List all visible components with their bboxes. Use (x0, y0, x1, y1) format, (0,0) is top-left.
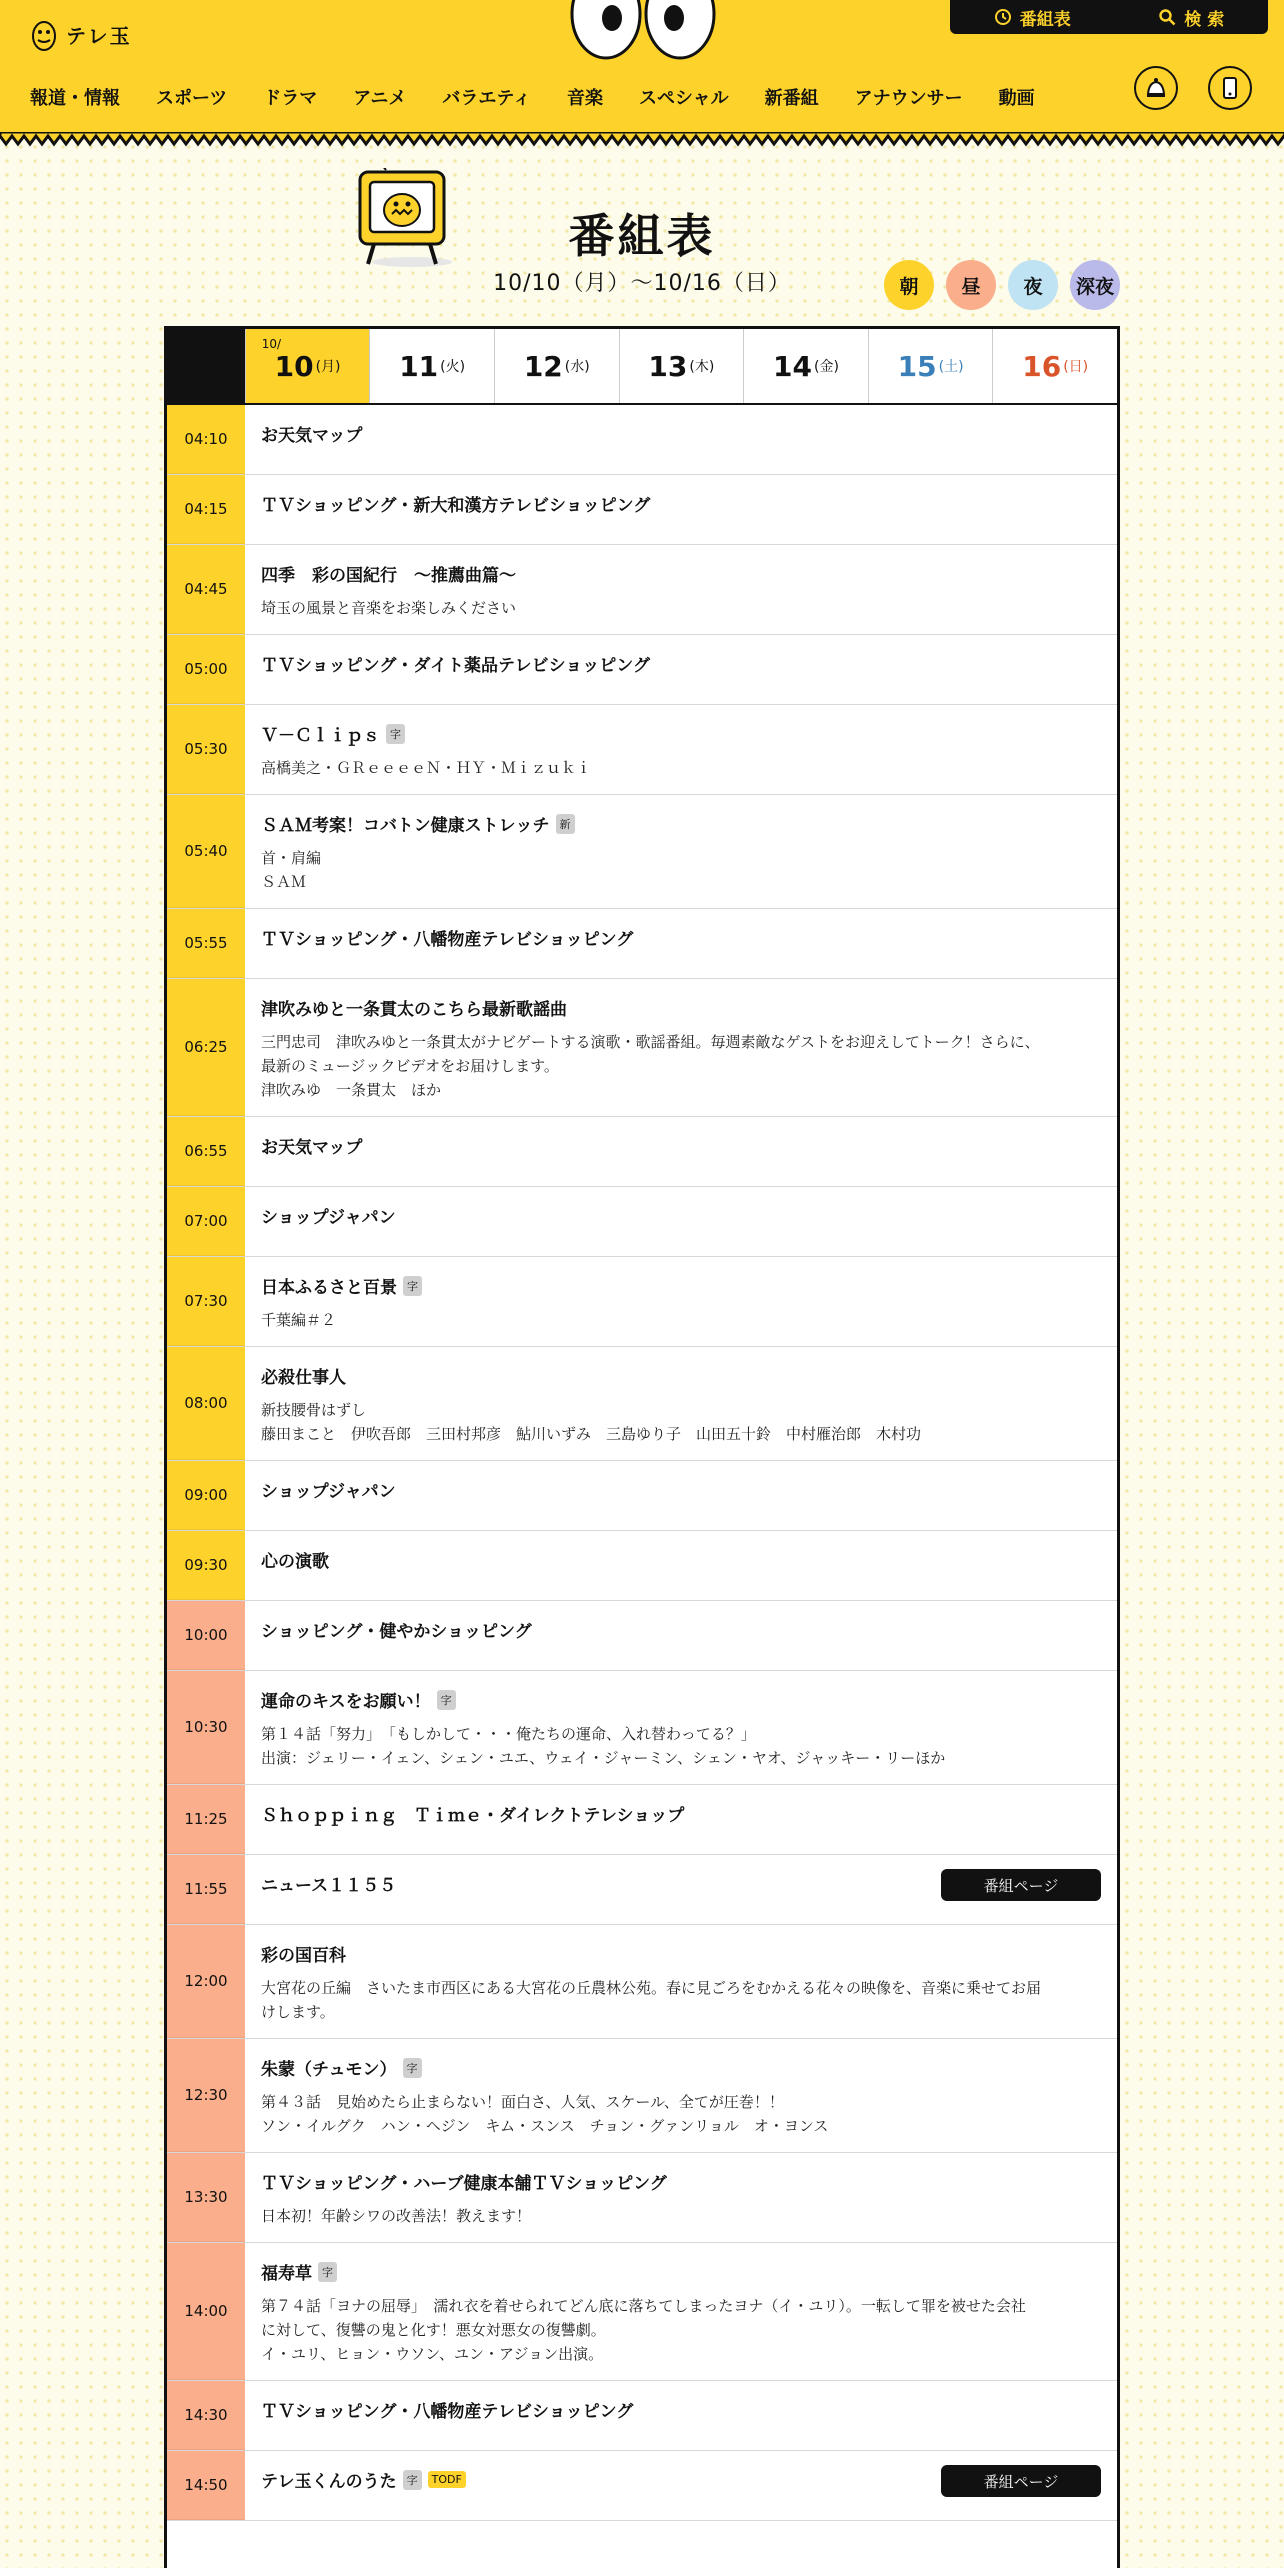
program-time: 05:30 (167, 705, 245, 794)
day-tab[interactable] (992, 329, 1117, 403)
program-title-line (261, 561, 1101, 586)
program-title[interactable]: ショップジャパン (261, 1482, 396, 1502)
program-row[interactable] (167, 1117, 1117, 1187)
mascot-eyes-icon (570, 0, 716, 62)
program-description-line: ＳＡＭ (261, 873, 307, 891)
nav-anime[interactable]: アニメ (353, 88, 407, 109)
program-row[interactable] (167, 1347, 1117, 1461)
program-description-line: 新技腰骨はずし (261, 1401, 367, 1419)
program-title[interactable]: 日本ふるさと百景 (261, 1278, 397, 1298)
program-content (245, 705, 1117, 794)
day-tab-date: 14 (773, 349, 812, 383)
day-tab-weekday: (土) (938, 359, 964, 375)
program-title[interactable]: 朱蒙（チュモン） (261, 2060, 397, 2080)
nav-news[interactable]: 報道・情報 (30, 88, 120, 109)
program-description-line: 首・肩編 (261, 849, 322, 867)
program-tag-badge: 字 (318, 2262, 337, 2282)
telletama-bar-link[interactable] (1208, 66, 1252, 110)
program-description-line: 日本初！年齢シワの改善法！教えます！ (261, 2207, 532, 2225)
program-time: 11:25 (167, 1785, 245, 1854)
program-title-line (261, 2055, 1101, 2080)
telletama-mascot-icon (30, 16, 58, 52)
day-tab[interactable] (868, 329, 993, 403)
program-row[interactable] (167, 405, 1117, 475)
program-row[interactable] (167, 635, 1117, 705)
site-header (0, 0, 1284, 136)
program-description (261, 2294, 1101, 2366)
program-row[interactable] (167, 1925, 1117, 2039)
program-time: 14:50 (167, 2451, 245, 2520)
program-page-button[interactable]: 番組ページ (941, 2465, 1101, 2497)
program-content (245, 909, 1117, 978)
program-title-line (261, 421, 1101, 446)
program-time: 05:55 (167, 909, 245, 978)
program-description (261, 846, 1101, 894)
program-description-line: 津吹みゆ 一条貫太 ほか (261, 1081, 442, 1099)
program-content (245, 2243, 1117, 2380)
program-description-line: 第７４話「ヨナの屈辱」 濡れ衣を着せられてどん底に落ちてしまったヨナ（イ・ユリ）。一転して罪を被せた会社 (261, 2297, 1026, 2315)
program-title-line (261, 995, 1101, 1020)
time-daytime-button[interactable]: 昼 (946, 260, 996, 310)
program-title[interactable]: Ｖ－Ｃｌｉｐｓ (261, 726, 380, 746)
program-time: 09:00 (167, 1461, 245, 1530)
program-row[interactable] (167, 2381, 1117, 2451)
program-description (261, 1398, 1101, 1446)
program-description-line: 埼玉の風景と音楽をお楽しみください (261, 599, 517, 617)
program-description-line: 第１４話「努力」 「もしかして・・・俺たちの運命、入れ替わってる？」 (261, 1725, 756, 1743)
program-content (245, 1347, 1117, 1460)
program-content (245, 2039, 1117, 2152)
program-tag-badge: 字 (437, 1690, 456, 1710)
nav-new-programs[interactable]: 新番組 (764, 88, 819, 109)
program-row[interactable] (167, 909, 1117, 979)
bell-icon (1143, 75, 1169, 101)
program-description-line: ソン・イルグク ハン・ヘジン キム・スンス チョン・グァンリョル オ・ヨンス (261, 2117, 829, 2135)
program-title-line (261, 1617, 1101, 1642)
program-description (261, 2204, 1101, 2228)
nav-announcers[interactable]: アナウンサー (854, 88, 963, 109)
top-button-bar (950, 0, 1268, 34)
program-title-line (261, 2397, 1101, 2422)
header-zigzag-edge (0, 132, 1284, 150)
program-title[interactable]: Ｓｈｏｐｐｉｎｇ Ｔｉｍｅ・ダイレクトテレショップ (261, 1806, 685, 1826)
nav-drama[interactable]: ドラマ (263, 88, 318, 109)
clock-icon (994, 8, 1012, 26)
program-description-line: けします。 (261, 2003, 335, 2021)
program-description-line: 第４３話 見始めたら止まらない！面白さ、人気、スケール、全てが圧巻！！ (261, 2093, 784, 2111)
search-button[interactable] (1158, 5, 1224, 30)
day-tab-weekday: (日) (1063, 359, 1089, 375)
program-time: 13:30 (167, 2153, 245, 2242)
program-title[interactable]: ＳＡＭ考案！コバトン健康ストレッチ (261, 816, 550, 836)
program-time: 07:30 (167, 1257, 245, 1346)
program-time: 11:55 (167, 1855, 245, 1924)
main-nav (30, 84, 1071, 110)
program-tag-badge: 字 (403, 2058, 422, 2078)
program-tag-badge: 字 (403, 1276, 422, 1296)
day-tab-weekday: (月) (315, 359, 341, 375)
program-time: 12:30 (167, 2039, 245, 2152)
phone-icon (1217, 75, 1243, 101)
program-title[interactable]: 福寿草 (261, 2264, 312, 2284)
program-time: 09:30 (167, 1531, 245, 1600)
program-title-line (261, 1273, 1101, 1298)
program-description (261, 1030, 1101, 1102)
program-description-line: 出演：ジェリー・イェン、シェン・ユエ、ウェイ・ジャーミン、シェン・ヤオ、ジャッキー・リーほか (261, 1749, 946, 1767)
program-description-line: イ・ユリ、ヒョン・ウソン、ユン・アジョン出演。 (261, 2345, 604, 2363)
program-time: 14:30 (167, 2381, 245, 2450)
program-title-line (261, 1477, 1101, 1502)
program-row[interactable] (167, 2153, 1117, 2243)
day-tab-weekday: (金) (814, 359, 839, 375)
program-description (261, 1722, 1101, 1770)
program-title-line (261, 1133, 1101, 1158)
program-content (245, 1187, 1117, 1256)
program-description (261, 756, 1101, 780)
program-description-line: 三門忠司 津吹みゆと一条貫太がナビゲートする演歌・歌謡番組。毎週素敵なゲストをお迎えしてトーク！さらに、 (261, 1033, 1040, 1051)
program-title[interactable]: ＴＶショッピング・ダイト薬品テレビショッピング (261, 656, 650, 676)
program-content (245, 405, 1117, 474)
program-row[interactable] (167, 1257, 1117, 1347)
program-list (167, 405, 1117, 2521)
program-content (245, 1461, 1117, 1530)
program-tag-badge: 字 (403, 2470, 422, 2490)
program-content (245, 475, 1117, 544)
program-description-line: 大宮花の丘編 さいたま市西区にある大宮花の丘農林公苑。春に見ごろをむかえる花々の映像を、音楽に乗せてお届 (261, 1979, 1042, 1997)
program-time: 06:55 (167, 1117, 245, 1186)
program-content (245, 1785, 1117, 1854)
nav-sports[interactable]: スポーツ (156, 88, 228, 109)
date-range: 10/10（月）〜10/16（日） (493, 271, 791, 296)
program-time: 06:25 (167, 979, 245, 1116)
program-time: 10:30 (167, 1671, 245, 1784)
program-title[interactable]: お天気マップ (261, 426, 363, 446)
program-title[interactable]: 心の演歌 (261, 1552, 329, 1572)
time-evening-button[interactable]: 夜 (1008, 260, 1058, 310)
program-title-line (261, 1547, 1101, 1572)
program-content (245, 795, 1117, 908)
program-title[interactable]: テレ玉くんのうた (261, 2472, 397, 2492)
program-tag-badge: 字 (386, 724, 405, 744)
day-tab[interactable] (245, 329, 370, 403)
program-time: 10:00 (167, 1601, 245, 1670)
program-row[interactable] (167, 2451, 1117, 2521)
program-content (245, 545, 1117, 634)
program-title[interactable]: 必殺仕事人 (261, 1368, 346, 1388)
day-header-corner (167, 329, 245, 403)
program-time: 04:45 (167, 545, 245, 634)
tv-mascot-illustration-icon (352, 168, 462, 268)
program-description (261, 596, 1101, 620)
program-content (245, 2153, 1117, 2242)
program-title[interactable]: ショップジャパン (261, 1208, 396, 1228)
program-title-line (261, 1801, 1101, 1826)
program-description-line: に対して、復讐の鬼と化す！悪女対悪女の復讐劇。 (261, 2321, 606, 2339)
program-time: 04:15 (167, 475, 245, 544)
schedule-button-label: 番組表 (1019, 9, 1071, 30)
program-title-line (261, 651, 1101, 676)
program-title[interactable]: お天気マップ (261, 1138, 363, 1158)
program-title-line (261, 811, 1101, 836)
program-title[interactable]: ＴＶショッピング・新大和漢方テレビショッピング (261, 496, 651, 516)
nav-music[interactable]: 音楽 (566, 88, 603, 109)
program-title[interactable]: ＴＶショッピング・八幡物産テレビショッピング (261, 930, 634, 950)
nav-videos[interactable]: 動画 (998, 88, 1035, 109)
time-morning-button[interactable]: 朝 (884, 260, 934, 310)
program-time: 04:10 (167, 405, 245, 474)
program-title[interactable]: 運命のキスをお願い！ (261, 1692, 431, 1712)
program-description (261, 1308, 1101, 1332)
program-title-line (261, 491, 1101, 516)
day-tab[interactable] (619, 329, 744, 403)
logo-text: テレ玉 (66, 23, 132, 48)
program-row[interactable] (167, 1187, 1117, 1257)
program-row[interactable] (167, 2039, 1117, 2153)
site-logo[interactable] (30, 16, 132, 52)
program-description-line: 藤田まこと 伊吹吾郎 三田村邦彦 鮎川いずみ 三島ゆり子 山田五十鈴 中村雁治郎 木村功 (261, 1425, 922, 1443)
program-title[interactable]: 津吹みゆと一条貫太のこちら最新歌謡曲 (261, 1000, 567, 1020)
program-content (245, 2381, 1117, 2450)
program-row[interactable] (167, 1785, 1117, 1855)
program-title-line (261, 925, 1101, 950)
program-description-line: 千葉編＃２ (261, 1311, 337, 1329)
program-content (245, 1855, 1117, 1924)
program-tag-badge: 新 (556, 814, 575, 834)
program-content (245, 1671, 1117, 1784)
program-title-line (261, 1941, 1101, 1966)
program-row[interactable] (167, 1671, 1117, 1785)
day-tab-date: 15 (897, 349, 937, 383)
day-tab-weekday: (水) (564, 359, 590, 375)
program-title[interactable]: 彩の国百科 (261, 1946, 346, 1966)
program-title[interactable]: ショッピング・健やかショッピング (261, 1622, 532, 1642)
program-content (245, 1601, 1117, 1670)
day-tab-date: 16 (1022, 349, 1062, 383)
program-title-line (261, 2169, 1101, 2194)
program-content (245, 979, 1117, 1116)
program-content (245, 1257, 1117, 1346)
program-time: 05:00 (167, 635, 245, 704)
program-tag-badge: TODF (428, 2471, 466, 2488)
schedule-table (164, 326, 1120, 2568)
program-time: 12:00 (167, 1925, 245, 2038)
program-row[interactable] (167, 475, 1117, 545)
program-description (261, 2090, 1101, 2138)
program-title[interactable]: ＴＶショッピング・ハーブ健康本舗ＴＶショッピング (261, 2174, 667, 2194)
telletama-shika-link[interactable] (1134, 66, 1178, 110)
program-time: 05:40 (167, 795, 245, 908)
schedule-button[interactable] (994, 5, 1071, 30)
search-icon (1158, 8, 1176, 26)
program-row[interactable] (167, 545, 1117, 635)
day-tab-date: 13 (648, 349, 688, 383)
nav-variety[interactable]: バラエティ (442, 88, 531, 109)
search-button-label: 検 索 (1184, 9, 1225, 30)
program-title-line (261, 1687, 1101, 1712)
program-title[interactable]: ＴＶショッピング・八幡物産テレビショッピング (261, 2402, 634, 2422)
program-content (245, 635, 1117, 704)
day-tabs (167, 329, 1117, 405)
program-title-line (261, 1363, 1101, 1388)
program-title[interactable]: ニュース１１５５ (261, 1876, 397, 1896)
program-title[interactable]: 四季 彩の国紀行 ～推薦曲篇～ (261, 566, 516, 586)
program-description-line: 最新のミュージックビデオをお届けします。 (261, 1057, 559, 1075)
program-row[interactable] (167, 1461, 1117, 1531)
program-row[interactable] (167, 979, 1117, 1117)
day-tab-month: 10/ (261, 337, 282, 351)
day-tab-date: 10 (274, 349, 314, 383)
program-row[interactable] (167, 1855, 1117, 1925)
program-row[interactable] (167, 1601, 1117, 1671)
program-title-line (261, 2259, 1101, 2284)
program-description-line: 高橋美之・ＧＲｅｅｅｅＮ・ＨＹ・Ｍｉｚｕｋｉ (261, 759, 592, 777)
program-content (245, 2451, 1117, 2520)
program-description (261, 1976, 1101, 2024)
program-time: 07:00 (167, 1187, 245, 1256)
program-time: 14:00 (167, 2243, 245, 2380)
day-tab-date: 11 (399, 349, 439, 383)
program-time: 08:00 (167, 1347, 245, 1460)
time-latenight-button[interactable]: 深夜 (1070, 260, 1120, 310)
day-tab[interactable] (743, 329, 868, 403)
day-tab-weekday: (木) (689, 359, 715, 375)
program-content (245, 1925, 1117, 2038)
program-row[interactable] (167, 2243, 1117, 2381)
day-tab-date: 12 (523, 349, 563, 383)
program-title-line (261, 721, 1101, 746)
nav-special[interactable]: スペシャル (638, 88, 729, 109)
program-row[interactable] (167, 795, 1117, 909)
program-row[interactable] (167, 1531, 1117, 1601)
day-tab[interactable] (369, 329, 494, 403)
program-page-button[interactable]: 番組ページ (941, 1869, 1101, 1901)
program-title-line (261, 1203, 1101, 1228)
program-content (245, 1531, 1117, 1600)
day-tab-weekday: (火) (440, 359, 466, 375)
day-tab[interactable] (494, 329, 619, 403)
page-title: 番組表 (568, 209, 716, 263)
program-content (245, 1117, 1117, 1186)
program-row[interactable] (167, 705, 1117, 795)
